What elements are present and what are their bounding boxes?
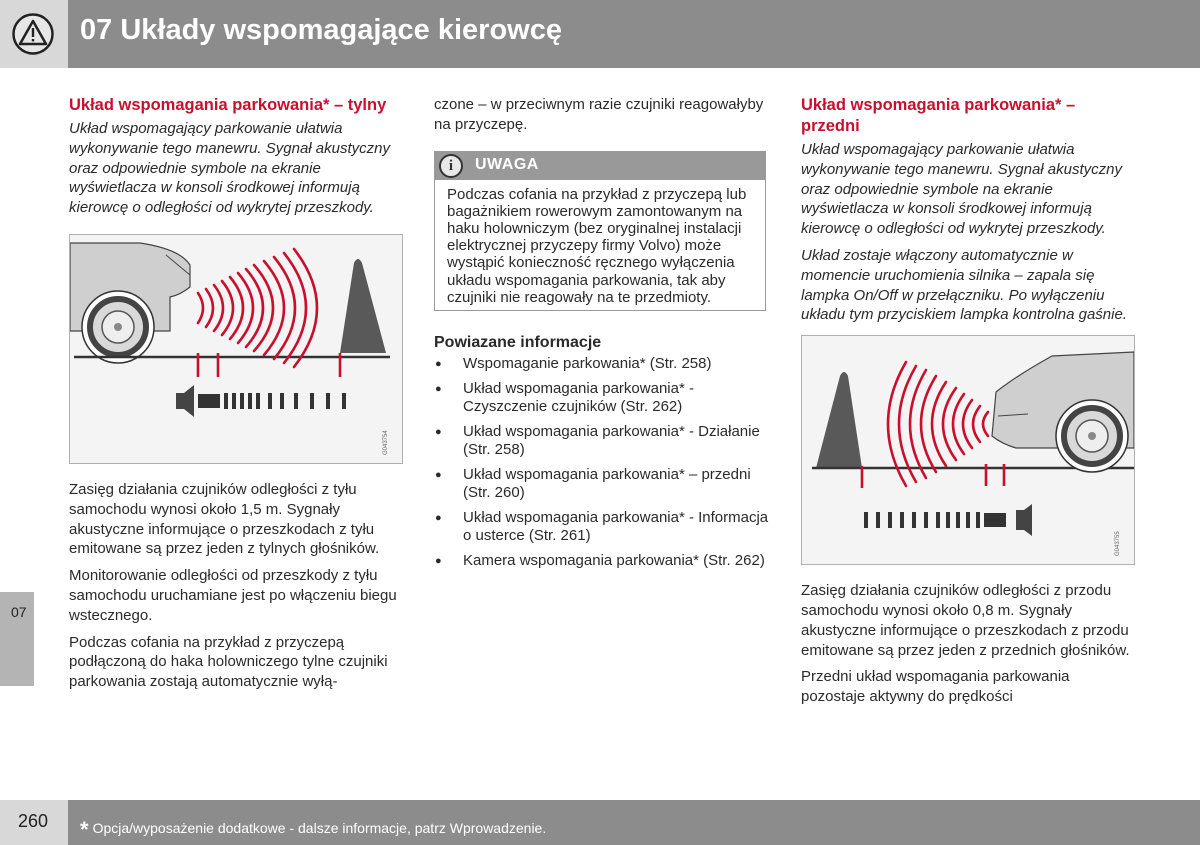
note-box — [434, 151, 766, 311]
chapter-tab-label: 07 — [11, 604, 27, 620]
column-right — [801, 95, 1136, 714]
paragraph-front-speed: Przedni układ wspomagania parkowania pozostaje aktywny do prędkości — [801, 668, 1070, 706]
note-text: Podczas cofania na przykład z przyczepą lub bagażnikiem rowerowym zamontowanym na haku holowniczym (bez oryginalnej instalacji elektrycznej przyczepy firmy Volvo) może wystąpić konieczność ręcznego wyłączenia układu wspomagania parkowania, tak aby czujniki nie reagowały na te przedmioty. — [447, 185, 747, 306]
paragraph-rear-range: Zasięg działania czujników odległości z tyłu samochodu wynosi około 1,5 m. Sygnały akustyczne informujące o przeszkodach z tyłu emitowane są przez jeden z tylnych głośników. — [69, 480, 380, 558]
footnote — [80, 813, 547, 842]
footnote-star: * — [80, 817, 89, 842]
related-link[interactable]: ● Układ wspomagania parkowania* - Czyszczenie czujników (Str. 262) — [434, 380, 769, 417]
figure-code: G043754 — [383, 430, 389, 455]
front-parking-figure — [801, 335, 1135, 565]
warning-triangle-icon — [12, 13, 54, 55]
column-left — [69, 95, 404, 699]
note-header — [435, 152, 765, 180]
paragraph-front-range: Zasięg działania czujników odległości z przodu samochodu wynosi około 0,8 m. Sygnały akustyczne informujące o przeszkodach z przodu emitowane są przez jeden z przednich głośników. — [801, 582, 1130, 659]
rear-parking-illustration — [70, 235, 402, 463]
footnote-text: Opcja/wyposażenie dodatkowe - dalsze informacje, patrz Wprowadzenie. — [92, 820, 547, 836]
note-title: UWAGA — [475, 155, 539, 173]
intro-text-front: Układ wspomagający parkowanie ułatwia wykonywanie tego manewru. Sygnał akustyczny oraz odpowiednie symbole na ekranie wyświetlacza w konsoli środkowej informują kierowcę o odległości od wykrytej przeszkody. — [801, 141, 1122, 238]
section-heading-front: Układ wspomagania parkowania* – przedni — [801, 96, 1076, 135]
paragraph-rear-activation: Monitorowanie odległości od przeszkody z tyłu samochodu uruchamiane jest po włączeniu biegu wstecznego. — [69, 567, 397, 624]
intro-text-front-2: Układ zostaje włączony automatycznie w momencie uruchomienia silnika – zapala się lampka On/Off w przełączniku. Po wyłączeniu układu tym przyciskiem lampka kontrolna gaśnie. — [801, 246, 1127, 324]
related-list — [434, 355, 769, 570]
column-middle — [434, 95, 769, 576]
page-number: 260 — [18, 811, 49, 831]
figure-code: G043755 — [1115, 531, 1121, 557]
intro-text-rear: Układ wspomagający parkowanie ułatwia wykonywanie tego manewru. Sygnał akustyczny oraz odpowiednie symbole na ekranie wyświetlacza w konsoli środkowej informują kierowcę o odległości od wykrytej przeszkody. — [69, 120, 390, 217]
related-link[interactable]: ● Układ wspomagania parkowania* - Informacja o usterce (Str. 261) — [434, 509, 769, 546]
paragraph-rear-trailer: Podczas cofania na przykład z przyczepą podłączoną do haka holowniczego tylne czujniki parkowania zostają automatycznie wyłą- — [69, 633, 388, 691]
related-link[interactable]: ● Układ wspomagania parkowania* – przedni (Str. 260) — [434, 466, 769, 503]
paragraph-continuation: czone – w przeciwnym razie czujniki reagowałyby na przyczepę. — [434, 96, 764, 133]
info-icon: i — [439, 154, 463, 178]
page-title: 07 Układy wspomagające kierowcę — [80, 14, 562, 46]
related-link[interactable]: ● Kamera wspomagania parkowania* (Str. 262) — [434, 552, 769, 571]
rear-parking-figure — [69, 234, 403, 464]
related-heading: Powiazane informacje — [434, 334, 602, 352]
related-link[interactable]: ● Wspomaganie parkowania* (Str. 258) — [434, 355, 769, 374]
front-parking-illustration — [802, 336, 1134, 564]
chapter-tab — [0, 592, 34, 686]
section-heading-rear: Układ wspomagania parkowania* – tylny — [69, 96, 387, 114]
related-link[interactable]: ● Układ wspomagania parkowania* - Działanie (Str. 258) — [434, 423, 769, 460]
